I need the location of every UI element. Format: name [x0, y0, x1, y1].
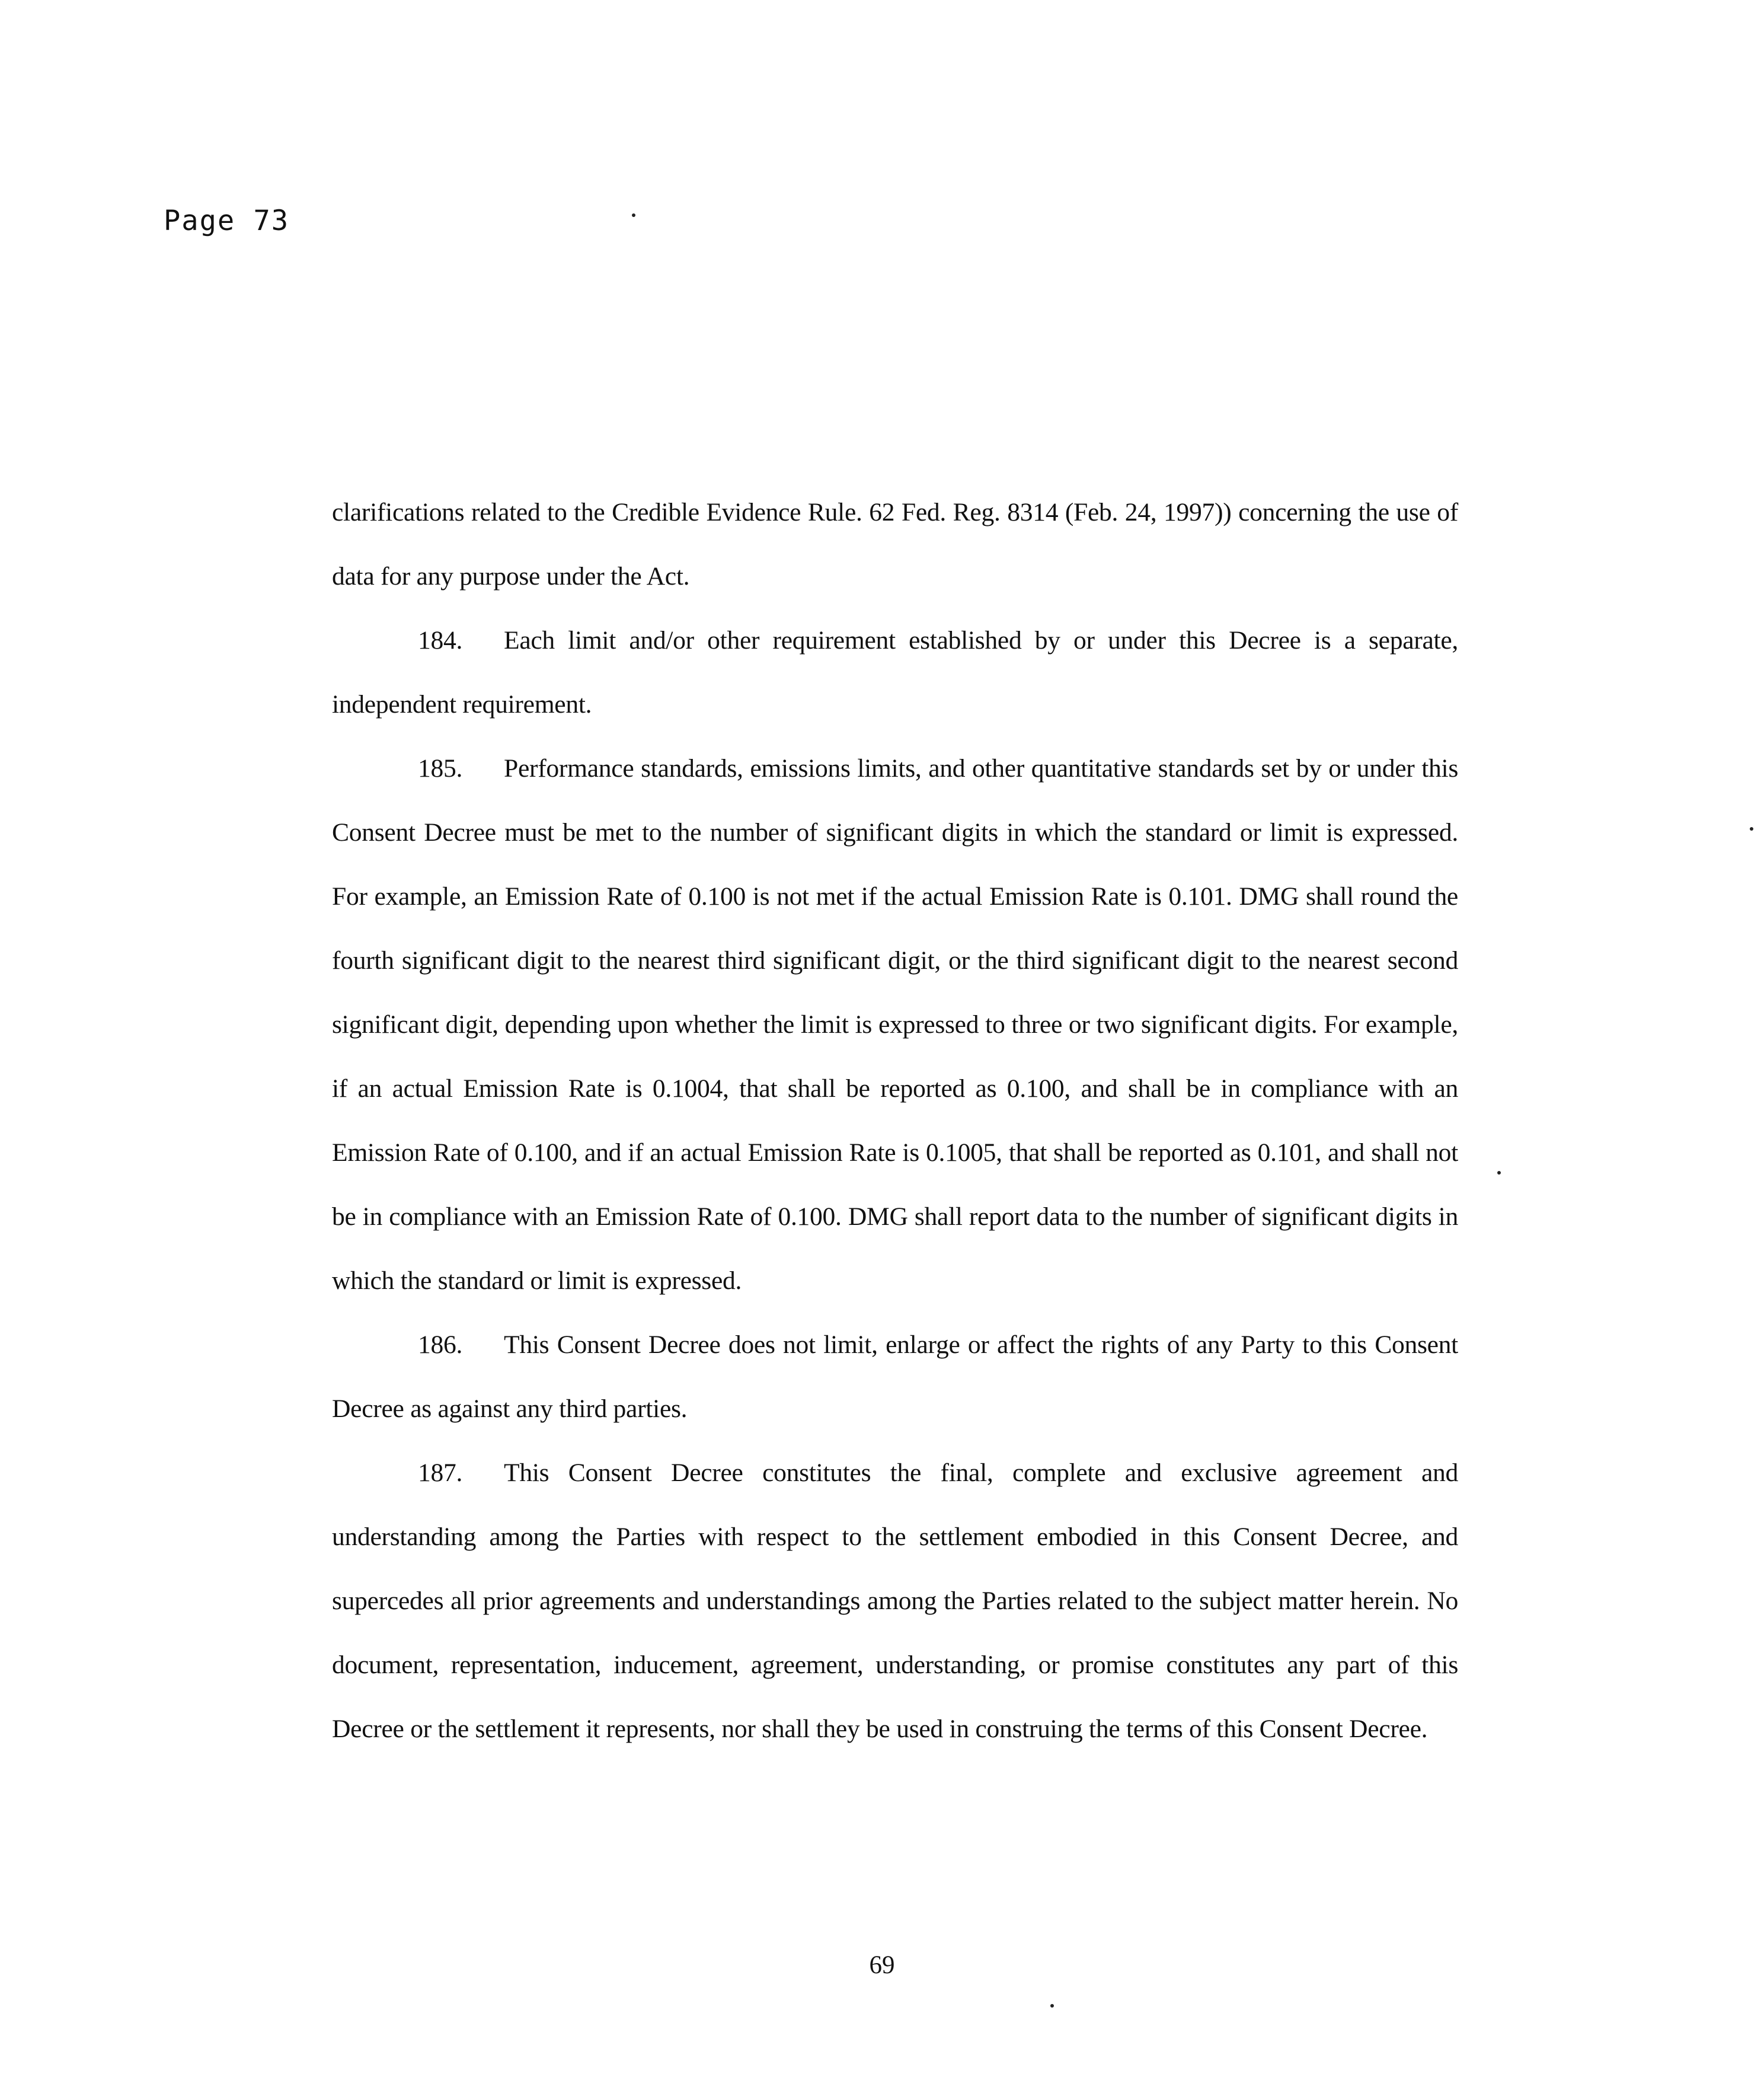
paragraph-text: This Consent Decree does not limit, enlarge or affect the rights of any Party to this Consent Decree as against any third parties. — [332, 1330, 1458, 1423]
paragraph-number: 184. — [418, 626, 463, 655]
scan-speck — [1750, 827, 1753, 831]
page-header-label: Page 73 — [164, 205, 290, 237]
paragraph-184 — [332, 608, 1458, 736]
paragraph-text: Each limit and/or other requirement established by or under this Decree is a separate, independent requirement. — [332, 626, 1458, 719]
paragraph-185 — [332, 736, 1458, 1313]
paragraph-text: This Consent Decree constitutes the final, complete and exclusive agreement and understanding among the Parties with respect to the settlement embodied in this Consent Decree, and supercedes all prior agreements and understandings among the Parties related to the subject matter herein. No document, representation, inducement, agreement, understanding, or promise constitutes any part of this Decree or the settlement it represents, nor shall they be used in construing the terms of this Consent Decree. — [332, 1459, 1458, 1743]
paragraph-186 — [332, 1313, 1458, 1441]
paragraph-187 — [332, 1441, 1458, 1761]
document-body — [332, 480, 1458, 1761]
scan-speck — [632, 213, 635, 217]
scan-speck — [1050, 2004, 1054, 2008]
page-footer-number: 69 — [869, 1951, 895, 1979]
paragraph-continuation — [332, 480, 1458, 608]
scan-speck — [1497, 1171, 1501, 1175]
paragraph-number: 187. — [418, 1459, 463, 1487]
paragraph-text: clarifications related to the Credible Evidence Rule. 62 Fed. Reg. 8314 (Feb. 24, 1997)) concerning the use of data for any purpose under the Act. — [332, 498, 1458, 591]
paragraph-number: 185. — [418, 754, 463, 783]
paragraph-number: 186. — [418, 1330, 463, 1359]
paragraph-text: Performance standards, emissions limits, and other quantitative standards set by or under this Consent Decree must be met to the number of significant digits in which the standard or limit is expressed. For example, an Emission Rate of 0.100 is not met if the actual Emission Rate is 0.101. DMG shall round the fourth significant digit to the nearest third significant digit, or the third significant digit to the nearest second significant digit, depending upon whether the limit is expressed to three or two significant digits. For example, if an actual Emission Rate is 0.1004, that shall be reported as 0.100, and shall be in compliance with an Emission Rate of 0.100, and if an actual Emission Rate is 0.1005, that shall be reported as 0.101, and shall not be in compliance with an Emission Rate of 0.100. DMG shall report data to the number of significant digits in which the standard or limit is expressed. — [332, 754, 1458, 1295]
